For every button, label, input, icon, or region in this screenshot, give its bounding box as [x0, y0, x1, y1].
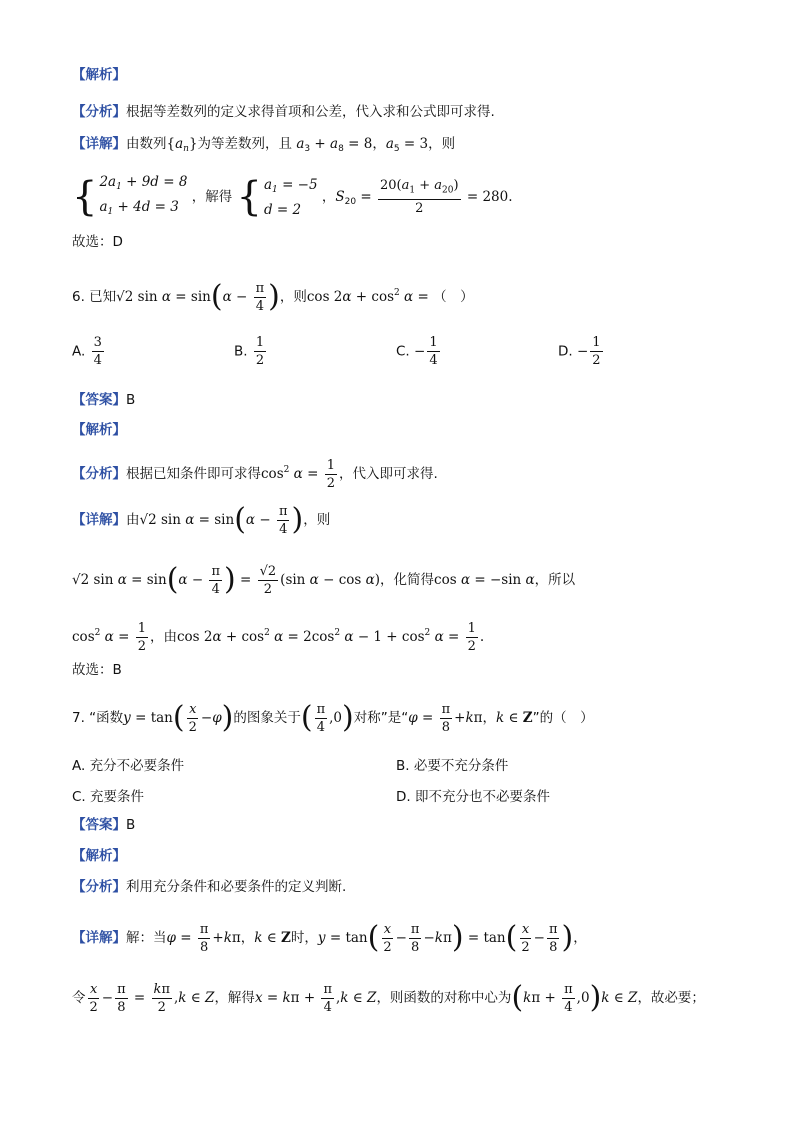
q6-choice: 故选：B: [72, 662, 122, 678]
q7-stem: 7. “函数y = tan( $\frac{x}{2}$ −φ)的图象关于( $\frac{\pi}{4}$ ,0)对称”是“φ = $\frac{\pi}{8}$ +kπ，k ∈ Z”的（ ）: [72, 700, 594, 735]
q7-detail-line: 【详解】解：当φ = $\frac{\pi}{8}$ +kπ，k ∈ Z时，y = tan( $\frac{x}{2}$ − $\frac{\pi}{8}$ −kπ) = tan( $\frac{x}{2}$ − $\frac{\pi}{8}$ )，: [72, 920, 587, 955]
q7-analysis-tag: 【解析】: [72, 848, 126, 864]
q6-option-c[interactable]: C. − $\frac{1}{4}$: [396, 335, 438, 368]
q5-method-line: 【分析】根据等差数列的定义求得首项和公差，代入求和公式即可求得.: [72, 104, 495, 120]
q7-derivation: 令 $\frac{x}{2}$ − $\frac{\pi}{8}$ = $\frac{k\pi}{2}$ ,k ∈ Z，解得x = kπ + $\frac{\pi}{4}$ ,k ∈ Z，则函数的对称中心为(kπ + $\frac{\pi}{4}$ ,0)k ∈ Z，故必要；: [72, 980, 705, 1015]
q5-detail-line: 【详解】由数列$\{a_n\}$为等差数列，且 $a_3 + a_8 = 8$，$a_5 = 3$，则: [72, 136, 456, 154]
q5-choice: 故选：D: [72, 234, 123, 250]
q7-answer: 【答案】B: [72, 817, 136, 833]
q6-method-line: 【分析】根据已知条件即可求得$\cos^2 \alpha$ = $\frac{1}{2}$ ，代入即可求得.: [72, 457, 438, 491]
q7-option-b[interactable]: B. 必要不充分条件: [396, 758, 509, 774]
q7-method-line: 【分析】利用充分条件和必要条件的定义判断.: [72, 879, 347, 895]
q6-option-b[interactable]: B. $\frac{1}{2}$: [234, 335, 265, 368]
q6-derivation-2: $\cos^2 \alpha$ = $\frac{1}{2}$ ，由$\cos 2\alpha + \cos^2 \alpha = 2\cos^2$ $\alpha - 1 + \cos^2 \alpha$ = $\frac{1}{2}$ .: [72, 620, 485, 654]
q6-derivation-1: √2 sin α = sin(α − $\frac{\pi}{4}$ ) = $\frac{√2}{2}$ (sin α − cos α)，化简得cos α = −sin α，所以: [72, 562, 576, 597]
q5-system-line: { $2a_1 + 9d = 8$ $a_1 + 4d = 3$ ，解得 { $a_1 = -5$ d = 2 ，$S_{20}$ = $\frac{20(a_1 + a_{20})}{2}$ = 280.: [72, 174, 513, 220]
q6-option-a[interactable]: A. $\frac{3}{4}$: [72, 335, 102, 368]
q6-analysis-tag: 【解析】: [72, 422, 126, 438]
q6-stem: 6. 已知√2 sin α = sin(α − $\frac{\pi}{4}$ )，则$\cos 2\alpha + \cos^2 \alpha$ = （ ）: [72, 279, 474, 314]
q7-option-d[interactable]: D. 即不充分也不必要条件: [396, 789, 550, 805]
q5-analysis-tag: 【解析】: [72, 67, 126, 83]
q7-option-c[interactable]: C. 充要条件: [72, 789, 145, 805]
q6-option-d[interactable]: D. − $\frac{1}{2}$: [558, 335, 601, 368]
q7-option-a[interactable]: A. 充分不必要条件: [72, 758, 185, 774]
q6-answer: 【答案】B: [72, 392, 136, 408]
q6-detail-line: 【详解】由√2 sin α = sin(α − $\frac{\pi}{4}$ )，则: [72, 502, 331, 537]
